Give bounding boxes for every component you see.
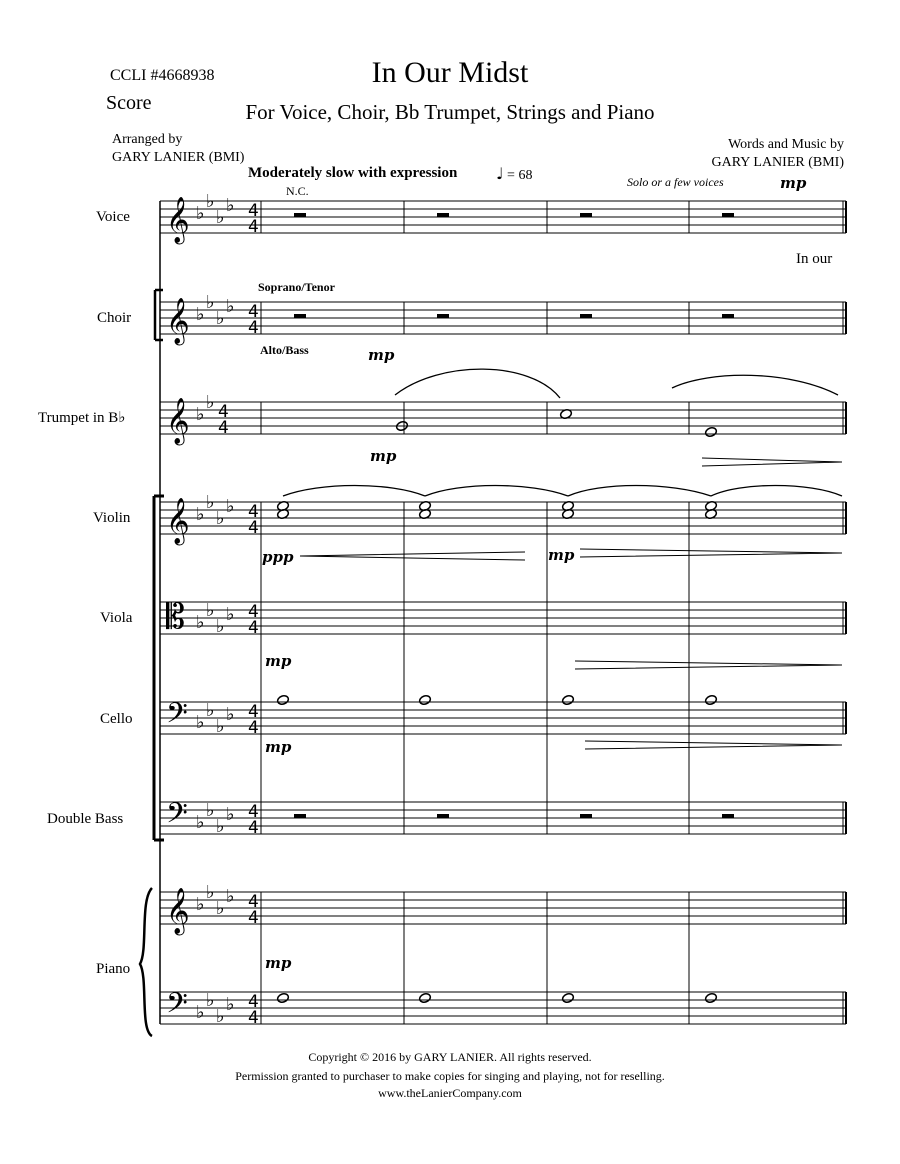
whole-note-icon (276, 694, 289, 705)
voice-lyric: In our (796, 251, 833, 267)
words-music-label: Words and Music by (728, 137, 844, 152)
time-signature: 4 (248, 718, 259, 738)
whole-note-icon (418, 694, 431, 705)
time-signature: 4 (218, 402, 229, 422)
flat-icon: ♭ (216, 816, 225, 837)
slur (672, 375, 838, 395)
slur (395, 369, 560, 398)
solo-instruction: Solo or a few voices (627, 175, 724, 189)
trumpet-dynamic-above: mp (368, 346, 395, 364)
piano-dynamic: mp (265, 954, 292, 972)
instrument-label-violin: Violin (93, 510, 131, 526)
tempo-marking: Moderately slow with expression (248, 165, 458, 181)
time-signature: 4 (248, 702, 259, 722)
flat-icon: ♭ (206, 292, 215, 313)
no-chord-marking: N.C. (286, 184, 309, 198)
flat-icon: ♭ (196, 812, 205, 833)
whole-note-icon (704, 992, 717, 1003)
soprano-tenor-label: Soprano/Tenor (258, 280, 335, 294)
flat-icon: ♭ (226, 496, 235, 517)
voice-dynamic: mp (780, 174, 807, 192)
flat-icon: ♭ (206, 882, 215, 903)
flat-icon: ♭ (226, 886, 235, 907)
time-signature: 4 (248, 318, 259, 338)
instrument-label-voice: Voice (96, 209, 130, 225)
whole-note-icon (704, 694, 717, 705)
time-signature: 4 (248, 908, 259, 928)
quarter-note-icon: ♩ (496, 164, 504, 183)
flat-icon: ♭ (206, 600, 215, 621)
arranger-name: GARY LANIER (BMI) (112, 150, 245, 165)
whole-rest-icon (437, 213, 449, 217)
clef-icon: 𝄢 (166, 987, 188, 1027)
tie (711, 486, 842, 497)
flat-icon: ♭ (206, 191, 215, 212)
tie (283, 486, 425, 497)
song-subtitle: For Voice, Choir, Bb Trumpet, Strings and Piano (245, 100, 655, 124)
whole-note-icon (561, 992, 574, 1003)
flat-icon: ♭ (206, 392, 215, 413)
alto-bass-label: Alto/Bass (260, 343, 309, 357)
arranged-by-label: Arranged by (112, 132, 183, 147)
whole-rest-icon (580, 814, 592, 818)
clef-icon: 𝄞 (166, 888, 190, 934)
flat-icon: ♭ (216, 898, 225, 919)
flat-icon: ♭ (206, 990, 215, 1011)
whole-rest-icon (722, 314, 734, 318)
flat-icon: ♭ (216, 1006, 225, 1027)
staves-group (160, 201, 846, 1024)
whole-rest-icon (722, 814, 734, 818)
time-signature: 4 (248, 217, 259, 237)
whole-rest-icon (437, 814, 449, 818)
decrescendo-hairpin (585, 741, 842, 749)
flat-icon: ♭ (216, 616, 225, 637)
time-signature: 4 (248, 618, 259, 638)
decrescendo-hairpin (702, 458, 842, 466)
whole-rest-icon (294, 213, 306, 217)
whole-rest-icon (437, 314, 449, 318)
song-title: In Our Midst (371, 56, 529, 89)
flat-icon: ♭ (196, 712, 205, 733)
time-signature: 4 (248, 602, 259, 622)
flat-icon: ♭ (226, 994, 235, 1015)
flat-icon: ♭ (196, 203, 205, 224)
flat-icon: ♭ (226, 604, 235, 625)
flat-icon: ♭ (196, 504, 205, 525)
whole-note-icon (418, 992, 431, 1003)
flat-icon: ♭ (226, 296, 235, 317)
website-url: www.theLanierCompany.com (378, 1086, 522, 1100)
tie (568, 486, 711, 497)
instrument-label-viola: Viola (100, 610, 133, 626)
cello-dynamic: mp (265, 738, 292, 756)
flat-icon: ♭ (196, 1002, 205, 1023)
decrescendo-hairpin (580, 549, 842, 557)
ccli-number: CCLI #4668938 (110, 67, 215, 84)
flat-icon: ♭ (216, 207, 225, 228)
clef-icon: 𝄞 (166, 398, 190, 444)
violin-dynamic-ppp: ppp (262, 548, 294, 566)
clef-icon: 𝄞 (166, 298, 190, 344)
time-signature: 4 (218, 418, 229, 438)
tie (425, 486, 568, 497)
whole-rest-icon (294, 314, 306, 318)
piano-brace (140, 888, 152, 1036)
clef-icon: 𝄞 (166, 498, 190, 544)
time-signature: 4 (248, 892, 259, 912)
flat-icon: ♭ (196, 612, 205, 633)
clef-icon: 𝄡 (166, 597, 185, 637)
viola-dynamic: mp (265, 652, 292, 670)
clef-icon: 𝄞 (166, 197, 190, 243)
flat-icon: ♭ (216, 716, 225, 737)
flat-icon: ♭ (226, 704, 235, 725)
trumpet-dynamic-below: mp (370, 447, 397, 465)
whole-note-icon (561, 694, 574, 705)
instrument-label-trumpet: Trumpet in B♭ (38, 410, 126, 426)
flat-icon: ♭ (196, 404, 205, 425)
whole-note-icon (276, 992, 289, 1003)
flat-icon: ♭ (206, 800, 215, 821)
permission-notice: Permission granted to purchaser to make copies for singing and playing, not for reselling. (235, 1069, 665, 1083)
instrument-label-choir: Choir (97, 310, 132, 326)
time-signature: 4 (248, 201, 259, 221)
tempo-bpm-value: = 68 (507, 168, 533, 183)
composer-name: GARY LANIER (BMI) (711, 155, 844, 170)
time-signature: 4 (248, 1008, 259, 1028)
time-signature: 4 (248, 802, 259, 822)
flat-icon: ♭ (216, 308, 225, 329)
whole-rest-icon (580, 314, 592, 318)
time-signature: 4 (248, 518, 259, 538)
instrument-label-cello: Cello (100, 711, 133, 727)
flat-icon: ♭ (216, 508, 225, 529)
flat-icon: ♭ (226, 195, 235, 216)
instrument-label-piano: Piano (96, 961, 131, 977)
strings-bracket (154, 496, 164, 840)
flat-icon: ♭ (206, 492, 215, 513)
time-signature: 4 (248, 992, 259, 1012)
whole-rest-icon (580, 213, 592, 217)
flat-icon: ♭ (196, 304, 205, 325)
whole-rest-icon (722, 213, 734, 217)
flat-icon: ♭ (196, 894, 205, 915)
time-signature: 4 (248, 818, 259, 838)
time-signature: 4 (248, 502, 259, 522)
whole-note-icon (704, 426, 717, 437)
clef-icon: 𝄢 (166, 797, 188, 837)
choir-bracket (155, 290, 163, 340)
violin-dynamic-mp: mp (548, 546, 575, 564)
score-label: Score (106, 92, 152, 114)
time-signature: 4 (248, 302, 259, 322)
clef-icon: 𝄢 (166, 697, 188, 737)
decrescendo-hairpin (575, 661, 842, 669)
flat-icon: ♭ (226, 804, 235, 825)
whole-rest-icon (294, 814, 306, 818)
copyright-notice: Copyright © 2016 by GARY LANIER. All rights reserved. (308, 1050, 592, 1064)
flat-icon: ♭ (206, 700, 215, 721)
instrument-label-double-bass: Double Bass (47, 811, 124, 827)
crescendo-hairpin (300, 552, 525, 560)
